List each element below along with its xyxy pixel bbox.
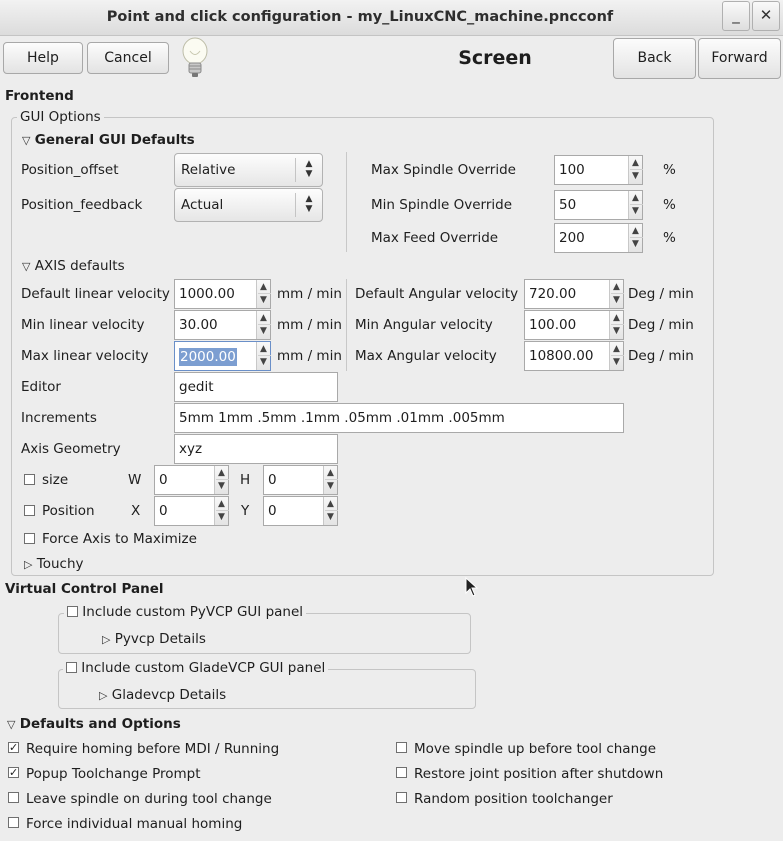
max-spindle-override-spin[interactable] [554,155,643,185]
y-label: Y [241,503,250,519]
spin-up-icon[interactable]: ▲ [613,282,620,292]
default-linear-velocity-spin[interactable] [174,279,271,309]
spin-up-icon[interactable]: ▲ [260,313,267,323]
popup-toolchange-checkbox[interactable]: ✓ [9,766,19,779]
max-linear-velocity-spin[interactable] [174,341,271,371]
minimize-button[interactable]: _ [722,1,750,31]
spin-down-icon[interactable]: ▼ [260,326,267,336]
position-offset-label: Position_offset [21,162,119,178]
max-linear-velocity-value: 2000.00 [180,349,236,365]
pyvcp-include[interactable] [64,604,306,620]
axis-defaults-expander[interactable] [22,258,125,274]
max-angular-velocity-spin[interactable] [524,341,624,371]
gladevcp-details-expander[interactable] [99,687,226,703]
move-spindle-up-checkbox[interactable] [396,742,407,753]
spin-down-icon[interactable]: ▼ [613,326,620,336]
pyvcp-label: Include custom PyVCP GUI panel [82,604,304,620]
max-angular-velocity-label: Max Angular velocity [355,348,497,364]
vertical-separator [346,152,347,252]
editor-label: Editor [21,379,61,395]
require-homing-checkbox[interactable]: ✓ [9,741,19,754]
max-feed-override-value: 200 [559,230,585,246]
vertical-separator [346,279,347,371]
min-angular-velocity-value: 100.00 [529,317,577,333]
spin-down-icon[interactable]: ▼ [260,295,267,305]
random-position-toolchanger-checkbox[interactable] [396,792,407,803]
force-maximize-label: Force Axis to Maximize [42,531,197,547]
position-feedback-value: Actual [181,197,224,213]
x-label: X [131,503,141,519]
axis-geometry-label: Axis Geometry [21,441,121,457]
min-linear-velocity-label: Min linear velocity [21,317,145,333]
spin-down-icon[interactable]: ▼ [260,357,267,367]
increments-input[interactable] [174,403,624,433]
random-position-toolchanger-label: Random position toolchanger [414,791,613,807]
min-spindle-override-label: Min Spindle Override [371,197,513,213]
spin-down-icon[interactable]: ▼ [327,481,334,491]
general-gui-defaults-expander[interactable] [22,132,195,148]
position-label: Position [42,503,95,519]
restore-joint-position-checkbox[interactable] [396,767,407,778]
max-feed-override-label: Max Feed Override [371,230,499,246]
axis-geometry-value: xyz [179,441,203,457]
mouse-cursor-icon [465,577,479,597]
position-checkbox[interactable] [24,505,35,516]
general-gui-defaults-label: General GUI Defaults [34,132,195,148]
max-angular-velocity-value: 10800.00 [529,348,594,364]
increments-value: 5mm 1mm .5mm .1mm .05mm .01mm .005mm [179,410,505,426]
spin-down-icon[interactable]: ▼ [327,512,334,522]
min-linear-velocity-spin[interactable] [174,310,271,340]
pyvcp-details-label: Pyvcp Details [114,631,206,647]
restore-joint-position-label: Restore joint position after shutdown [414,766,664,782]
defaults-options-expander[interactable] [7,716,181,732]
default-angular-velocity-spin[interactable] [524,279,624,309]
spin-up-icon[interactable]: ▲ [632,193,639,203]
height-label: H [240,472,251,488]
default-linear-velocity-value: 1000.00 [179,286,235,302]
position-feedback-label: Position_feedback [21,197,143,213]
default-angular-velocity-label: Default Angular velocity [355,286,519,302]
min-angular-velocity-label: Min Angular velocity [355,317,493,333]
editor-input[interactable] [174,372,338,402]
frontend-header: Frontend [5,88,74,104]
spin-down-icon[interactable]: ▼ [632,171,639,181]
triangle-down-icon: ▽ [22,134,31,147]
spin-down-icon[interactable]: ▼ [632,206,639,216]
lightbulb-icon [180,34,210,82]
triangle-down-icon: ▽ [7,718,16,731]
spin-up-icon[interactable]: ▲ [218,499,225,509]
triangle-down-icon: ▽ [22,260,31,273]
size-checkbox[interactable] [24,474,35,485]
back-button[interactable]: Back [613,38,696,79]
cancel-button[interactable]: Cancel [87,42,169,74]
gladevcp-details-label: Gladevcp Details [111,687,227,703]
position-offset-value: Relative [181,162,236,178]
position-offset-combo[interactable] [174,153,323,187]
y-spin[interactable] [263,496,338,526]
default-angular-velocity-value: 720.00 [529,286,577,302]
pyvcp-checkbox[interactable] [67,606,78,617]
width-value: 0 [159,472,168,488]
spin-down-icon[interactable]: ▼ [218,481,225,491]
spin-up-icon[interactable]: ▲ [632,226,639,236]
spin-up-icon[interactable]: ▲ [613,344,620,354]
min-linear-velocity-unit: mm / min [277,317,342,333]
min-linear-velocity-value: 30.00 [179,317,218,333]
x-spin[interactable] [154,496,229,526]
triangle-right-icon: ▷ [102,633,111,646]
width-label: W [128,472,142,488]
min-angular-velocity-unit: Deg / min [628,317,694,333]
force-maximize-checkbox[interactable] [24,533,35,544]
spin-up-icon[interactable]: ▲ [260,344,267,354]
y-value: 0 [268,503,277,519]
max-feed-override-unit: % [663,230,676,246]
force-manual-homing-checkbox[interactable] [8,817,19,828]
forward-button[interactable]: Forward [698,38,781,79]
min-spindle-override-value: 50 [559,197,577,213]
axis-defaults-label: AXIS defaults [34,258,125,274]
width-spin[interactable] [154,465,229,495]
max-feed-override-spin[interactable] [554,223,643,253]
spin-up-icon[interactable]: ▲ [260,282,267,292]
default-linear-velocity-label: Default linear velocity [21,286,170,302]
editor-value: gedit [179,379,214,395]
touchy-label: Touchy [36,556,84,572]
default-linear-velocity-unit: mm / min [277,286,342,302]
gladevcp-include[interactable] [63,660,328,676]
pyvcp-details-expander[interactable] [102,631,206,647]
min-angular-velocity-spin[interactable] [524,310,624,340]
page-title: Screen [458,47,532,69]
gladevcp-label: Include custom GladeVCP GUI panel [81,660,326,676]
default-angular-velocity-unit: Deg / min [628,286,694,302]
close-button[interactable]: ✕ [752,1,780,31]
leave-spindle-on-label: Leave spindle on during tool change [26,791,272,807]
spin-up-icon[interactable]: ▲ [632,158,639,168]
max-spindle-override-unit: % [663,162,676,178]
increments-label: Increments [21,410,97,426]
max-spindle-override-label: Max Spindle Override [371,162,516,178]
min-spindle-override-unit: % [663,197,676,213]
size-label: size [42,472,69,488]
max-angular-velocity-unit: Deg / min [628,348,694,364]
window-title: Point and click configuration - my_LinuxCNC_machine.pncconf [106,9,614,25]
move-spindle-up-label: Move spindle up before tool change [414,741,657,757]
spin-down-icon[interactable]: ▼ [218,512,225,522]
popup-toolchange-label: Popup Toolchange Prompt [26,766,201,782]
leave-spindle-on-checkbox[interactable] [8,792,19,803]
height-value: 0 [268,472,277,488]
require-homing-label: Require homing before MDI / Running [26,741,280,757]
spin-up-icon[interactable]: ▲ [327,499,334,509]
help-button[interactable]: Help [3,42,83,74]
spin-down-icon[interactable]: ▼ [613,295,620,305]
spin-down-icon[interactable]: ▼ [632,239,639,249]
max-linear-velocity-label: Max linear velocity [21,348,149,364]
x-value: 0 [159,503,168,519]
position-feedback-combo[interactable] [174,188,323,222]
gui-options-label: GUI Options [17,109,104,125]
axis-geometry-input[interactable] [174,434,338,464]
spin-up-icon[interactable]: ▲ [218,468,225,478]
triangle-right-icon: ▷ [99,689,108,702]
spin-up-icon[interactable]: ▲ [327,468,334,478]
force-manual-homing-label: Force individual manual homing [26,816,243,832]
vcp-header: Virtual Control Panel [5,581,164,597]
max-linear-velocity-unit: mm / min [277,348,342,364]
touchy-expander[interactable] [24,556,84,572]
updown-arrows-icon: ▲ ▼ [305,159,313,179]
triangle-right-icon: ▷ [24,558,33,571]
height-spin[interactable] [263,465,338,495]
spin-down-icon[interactable]: ▼ [613,357,620,367]
updown-arrows-icon: ▲ ▼ [305,194,313,214]
max-spindle-override-value: 100 [559,162,585,178]
min-spindle-override-spin[interactable] [554,190,643,220]
spin-up-icon[interactable]: ▲ [613,313,620,323]
gladevcp-checkbox[interactable] [66,662,77,673]
defaults-options-label: Defaults and Options [19,716,181,732]
